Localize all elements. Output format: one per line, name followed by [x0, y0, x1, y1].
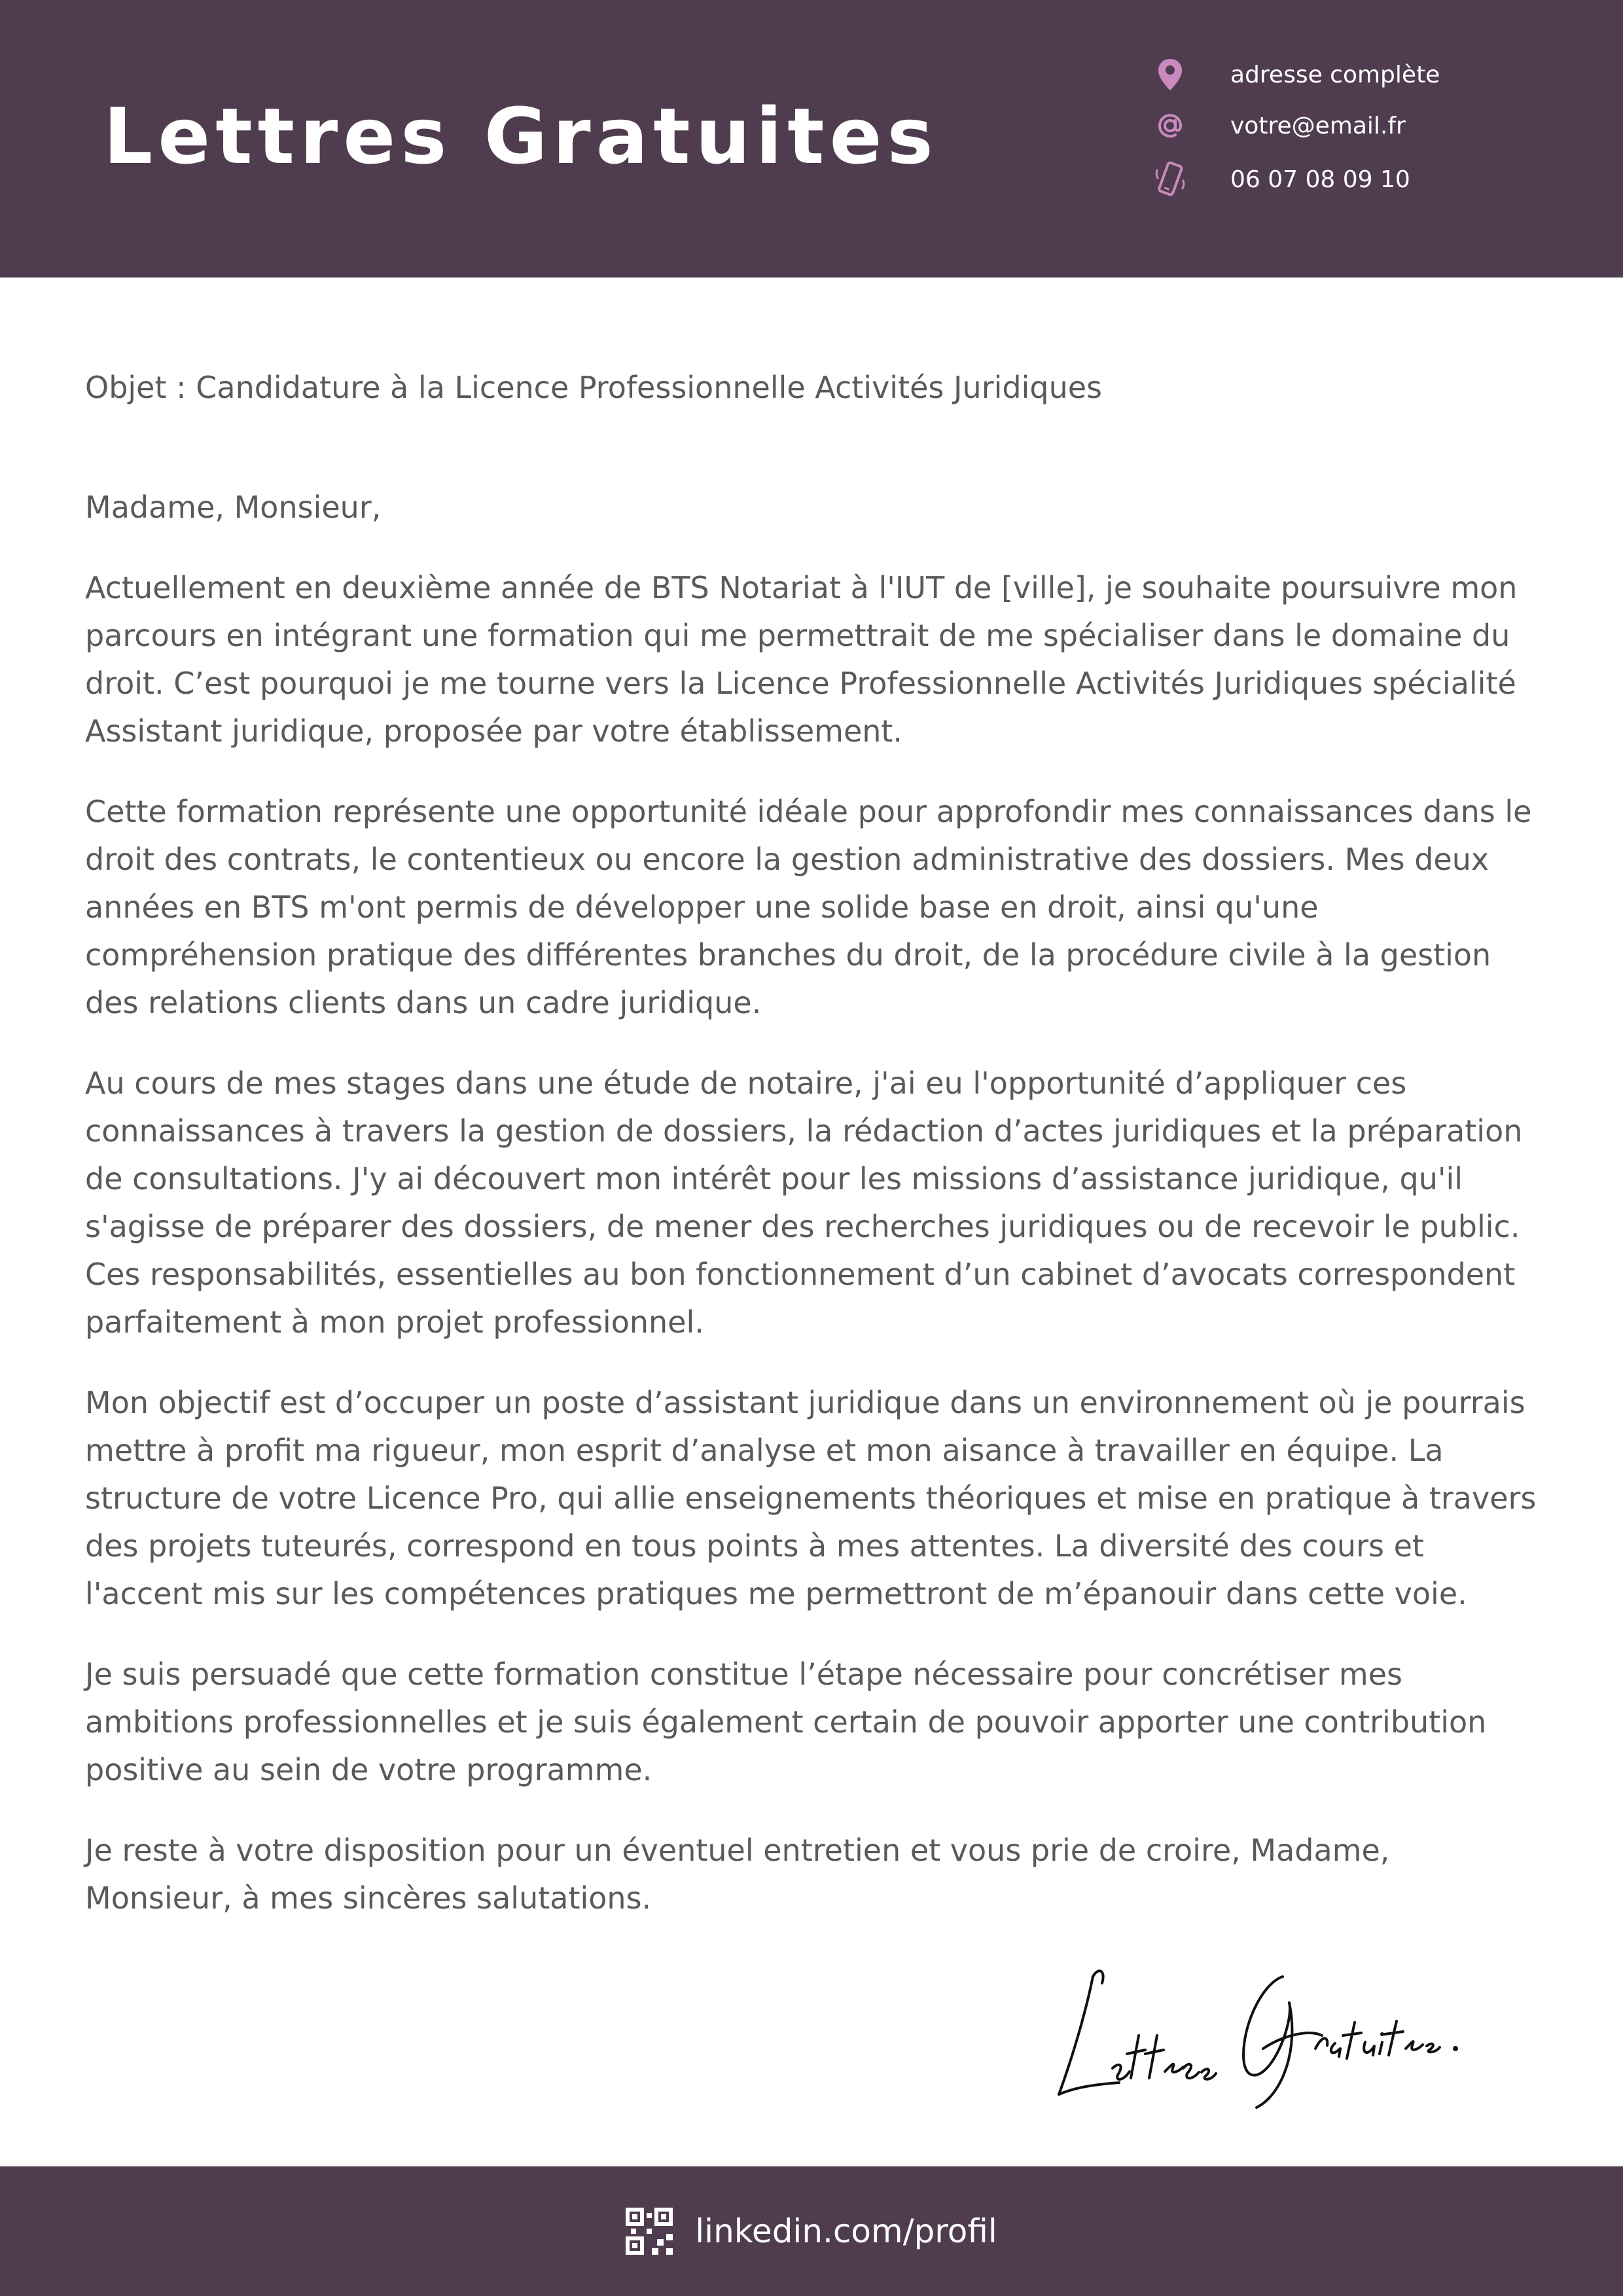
address-text: adresse complète: [1230, 61, 1440, 88]
phone-icon: [1152, 161, 1188, 198]
letter-paragraph-1: Actuellement en deuxième année de BTS Notariat à l'IUT de [ville], je souhaite poursuivre mon parcours en intégrant une formation qui me permettrait de me spécialiser dans le domaine du droit. C’est pourquoi je me tourne vers la Licence Professionnelle Activités Juridiques spécialité Assistant juridique, proposée par votre établissement.: [85, 570, 1518, 749]
handwritten-signature: [1047, 1937, 1466, 2121]
letter-paragraph-6: Je reste à votre disposition pour un éventuel entretien et vous prie de croire, Madame, Monsieur, à mes sincères salutations.: [85, 1833, 1390, 1916]
letter-greeting: Madame, Monsieur,: [85, 490, 382, 525]
letter-subject: Objet : Candidature à la Licence Professionnelle Activités Juridiques: [85, 370, 1103, 405]
brand-title: Lettres Gratuites: [103, 91, 938, 181]
contact-email[interactable]: [1152, 106, 1406, 145]
contact-phone[interactable]: [1152, 160, 1410, 199]
qr-code-icon: [626, 2208, 673, 2255]
footer-bar: [0, 2166, 1623, 2296]
contact-address: [1152, 55, 1440, 94]
linkedin-link[interactable]: linkedin.com/profil: [695, 2212, 997, 2250]
at-sign-icon: [1152, 107, 1188, 144]
location-pin-icon: [1152, 56, 1188, 93]
letter-paragraph-3: Au cours de mes stages dans une étude de notaire, j'ai eu l'opportunité d’appliquer ces connaissances à travers la gestion de dossiers, la rédaction d’actes juridiques et la préparation de consultations. J'y ai découvert mon intérêt pour les missions d’assistance juridique, qu'il s'agisse de préparer des dossiers, de mener des recherches juridiques ou de recevoir le public. Ces responsabilités, essentielles au bon fonctionnement d’un cabinet d’avocats correspondent parfaitement à mon projet professionnel.: [85, 1066, 1523, 1340]
letter-paragraph-5: Je suis persuadé que cette formation constitue l’étape nécessaire pour concrétiser mes ambitions professionnelles et je suis également certain de pouvoir apporter une contribution positive au sein de votre programme.: [85, 1657, 1487, 1787]
letter-paragraph-2: Cette formation représente une opportunité idéale pour approfondir mes connaissances dans le droit des contrats, le contentieux ou encore la gestion administrative des dossiers. Mes deux années en BTS m'ont permis de développer une solide base en droit, ainsi qu'une compréhension pratique des différentes branches du droit, de la procédure civile à la gestion des relations clients dans un cadre juridique.: [85, 794, 1532, 1020]
email-text[interactable]: votre@email.fr: [1230, 112, 1406, 139]
header-bar: [0, 0, 1623, 278]
letter-body: [85, 364, 1538, 1955]
phone-text[interactable]: 06 07 08 09 10: [1230, 166, 1410, 193]
letter-paragraph-4: Mon objectif est d’occuper un poste d’assistant juridique dans un environnement où je pourrais mettre à profit ma rigueur, mon esprit d’analyse et mon aisance à travailler en équipe. La structure de votre Licence Pro, qui allie enseignements théoriques et mise en pratique à travers des projets tuteurés, correspond en tous points à mes attentes. La diversité des cours et l'accent mis sur les compétences pratiques me permettront de m’épanouir dans cette voie.: [85, 1385, 1537, 1611]
